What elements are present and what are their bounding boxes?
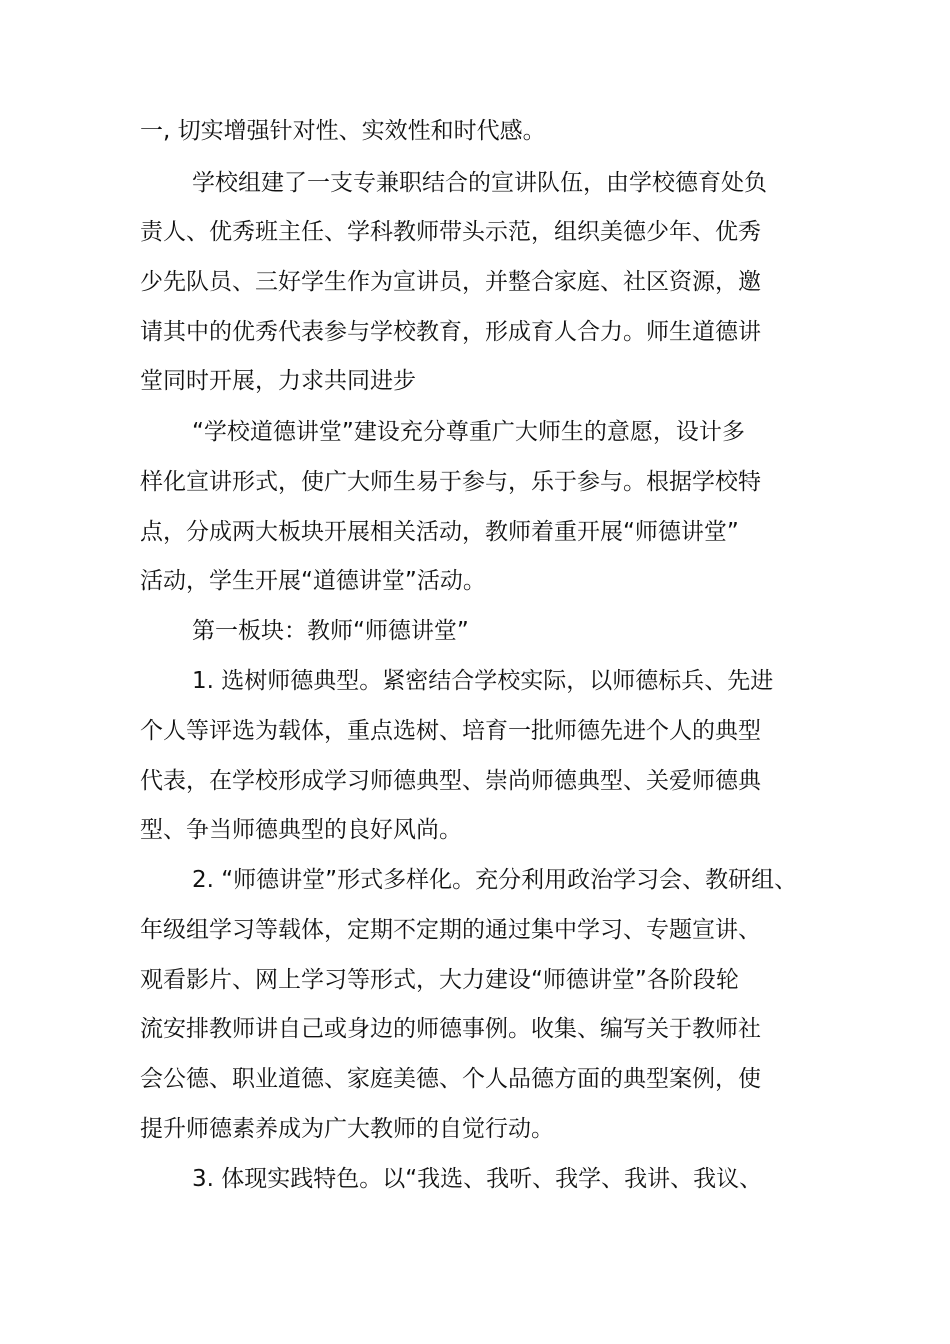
paragraph-line: 样化宣讲形式，使广大师生易于参与，乐于参与。根据学校特 — [140, 469, 761, 495]
list-item-line: 年级组学习等载体，定期不定期的通过集中学习、专题宣讲、 — [140, 917, 761, 943]
paragraph-line: 学校组建了一支专兼职结合的宣讲队伍，由学校德育处负 — [192, 170, 767, 196]
list-item-line: 流安排教师讲自己或身边的师德事例。收集、编写关于教师社 — [140, 1016, 761, 1042]
list-item-line: 观看影片、网上学习等形式，大力建设“师德讲堂”各阶段轮 — [140, 967, 739, 993]
paragraph-line: 请其中的优秀代表参与学校教育，形成育人合力。师生道德讲 — [140, 319, 761, 345]
list-item-line: 3. 体现实践特色。以“我选、我听、我学、我讲、我议、 — [192, 1166, 763, 1192]
section-heading: 一, 切实增强针对性、实效性和时代感。 — [140, 118, 546, 144]
list-item-line: 会公德、职业道德、家庭美德、个人品德方面的典型案例，使 — [140, 1066, 761, 1092]
section-title: 第一板块：教师“师德讲堂” — [192, 618, 469, 644]
list-item-line: 代表，在学校形成学习师德典型、崇尚师德典型、关爱师德典 — [140, 768, 761, 794]
paragraph-line: 堂同时开展，力求共同进步 — [140, 368, 416, 394]
list-item-line: 2. “师德讲堂”形式多样化。充分利用政治学习会、教研组、 — [192, 867, 798, 893]
list-item-line: 型、争当师德典型的良好风尚。 — [140, 817, 462, 843]
paragraph-line: 少先队员、三好学生作为宣讲员，并整合家庭、社区资源，邀 — [140, 269, 761, 295]
paragraph-line: 点，分成两大板块开展相关活动，教师着重开展“师德讲堂” — [140, 519, 739, 545]
list-item-line: 提升师德素养成为广大教师的自觉行动。 — [140, 1116, 554, 1142]
paragraph-line: 责人、优秀班主任、学科教师带头示范，组织美德少年、优秀 — [140, 219, 761, 245]
paragraph-line: “学校道德讲堂”建设充分尊重广大师生的意愿，设计多 — [192, 419, 745, 445]
paragraph-line: 活动，学生开展“道德讲堂”活动。 — [140, 568, 486, 594]
list-item-line: 1. 选树师德典型。紧密结合学校实际，以师德标兵、先进 — [192, 668, 774, 694]
list-item-line: 个人等评选为载体，重点选树、培育一批师德先进个人的典型 — [140, 718, 761, 744]
